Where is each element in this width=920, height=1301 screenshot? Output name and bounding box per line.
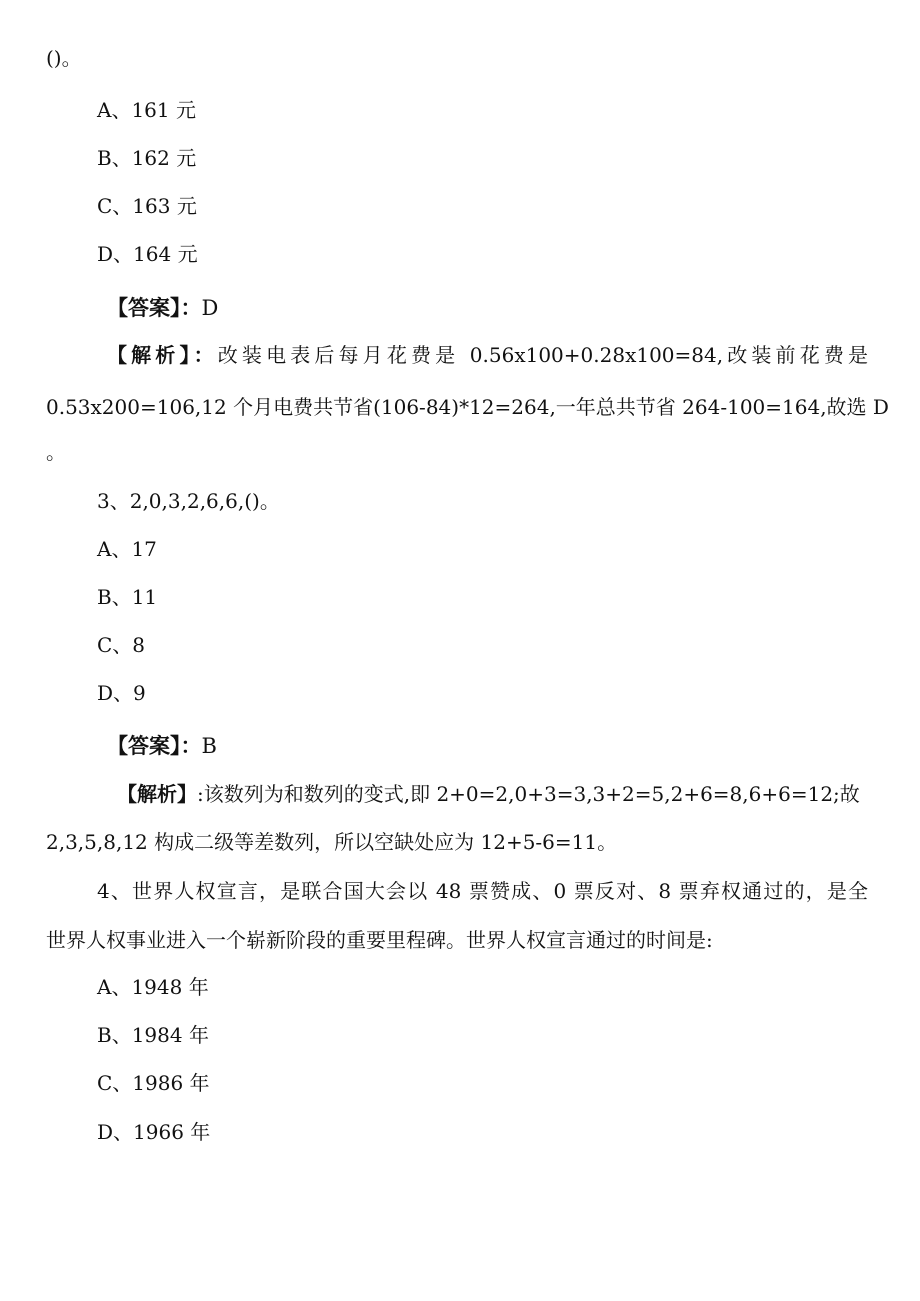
q2-explanation-line1	[107, 343, 868, 367]
q2-option-b: B、162 元	[97, 146, 197, 170]
q3-option-a: A、17	[97, 537, 157, 561]
q4-stem-line2: 世界人权事业进入一个崭新阶段的重要里程碑。世界人权宣言通过的时间是:	[46, 928, 713, 952]
q4-option-d: D、1966 年	[97, 1120, 211, 1144]
q3-answer	[107, 734, 217, 758]
q3-explanation-label: 【解析】	[117, 782, 197, 806]
q2-explanation-line3: 。	[46, 440, 66, 464]
q4-option-c: C、1986 年	[97, 1071, 210, 1095]
q2-stem-tail: ()。	[46, 46, 82, 70]
q2-option-a: A、161 元	[97, 98, 196, 122]
q3-option-b: B、11	[97, 585, 158, 609]
q4-option-a: A、1948 年	[97, 975, 209, 999]
q2-explanation-line2: 0.53x200=106,12 个月电费共节省(106-84)*12=264,一年总共节省 264-100=164,故选 D	[46, 395, 889, 419]
q2-explanation-text1: 改装电表后每月花费是 0.56x100+0.28x100=84,改装前花费是	[217, 343, 868, 367]
q3-option-d: D、9	[97, 681, 146, 705]
q3-explanation-line2: 2,3,5,8,12 构成二级等差数列，所以空缺处应为 12+5-6=11。	[46, 830, 618, 854]
q2-answer	[107, 296, 218, 320]
q3-stem: 3、2,0,3,2,6,6,()。	[97, 489, 280, 513]
q2-explanation-label: 【解析】：	[107, 343, 218, 367]
q3-explanation-text1: :该数列为和数列的变式,即 2+0=2,0+3=3,3+2=5,2+6=8,6+6=12;故	[197, 782, 860, 806]
q3-answer-value: B	[201, 734, 217, 758]
q2-option-c: C、163 元	[97, 194, 197, 218]
q3-explanation-line1	[117, 782, 860, 806]
q4-stem-line1: 4、世界人权宣言，是联合国大会以 48 票赞成、0 票反对、8 票弃权通过的，是全	[97, 879, 868, 903]
q4-option-b: B、1984 年	[97, 1023, 209, 1047]
q2-answer-value: D	[201, 296, 219, 320]
q3-option-c: C、8	[97, 633, 146, 657]
q2-answer-label: 【答案】：	[107, 296, 202, 320]
q3-answer-label: 【答案】：	[107, 734, 202, 758]
q2-option-d: D、164 元	[97, 242, 198, 266]
